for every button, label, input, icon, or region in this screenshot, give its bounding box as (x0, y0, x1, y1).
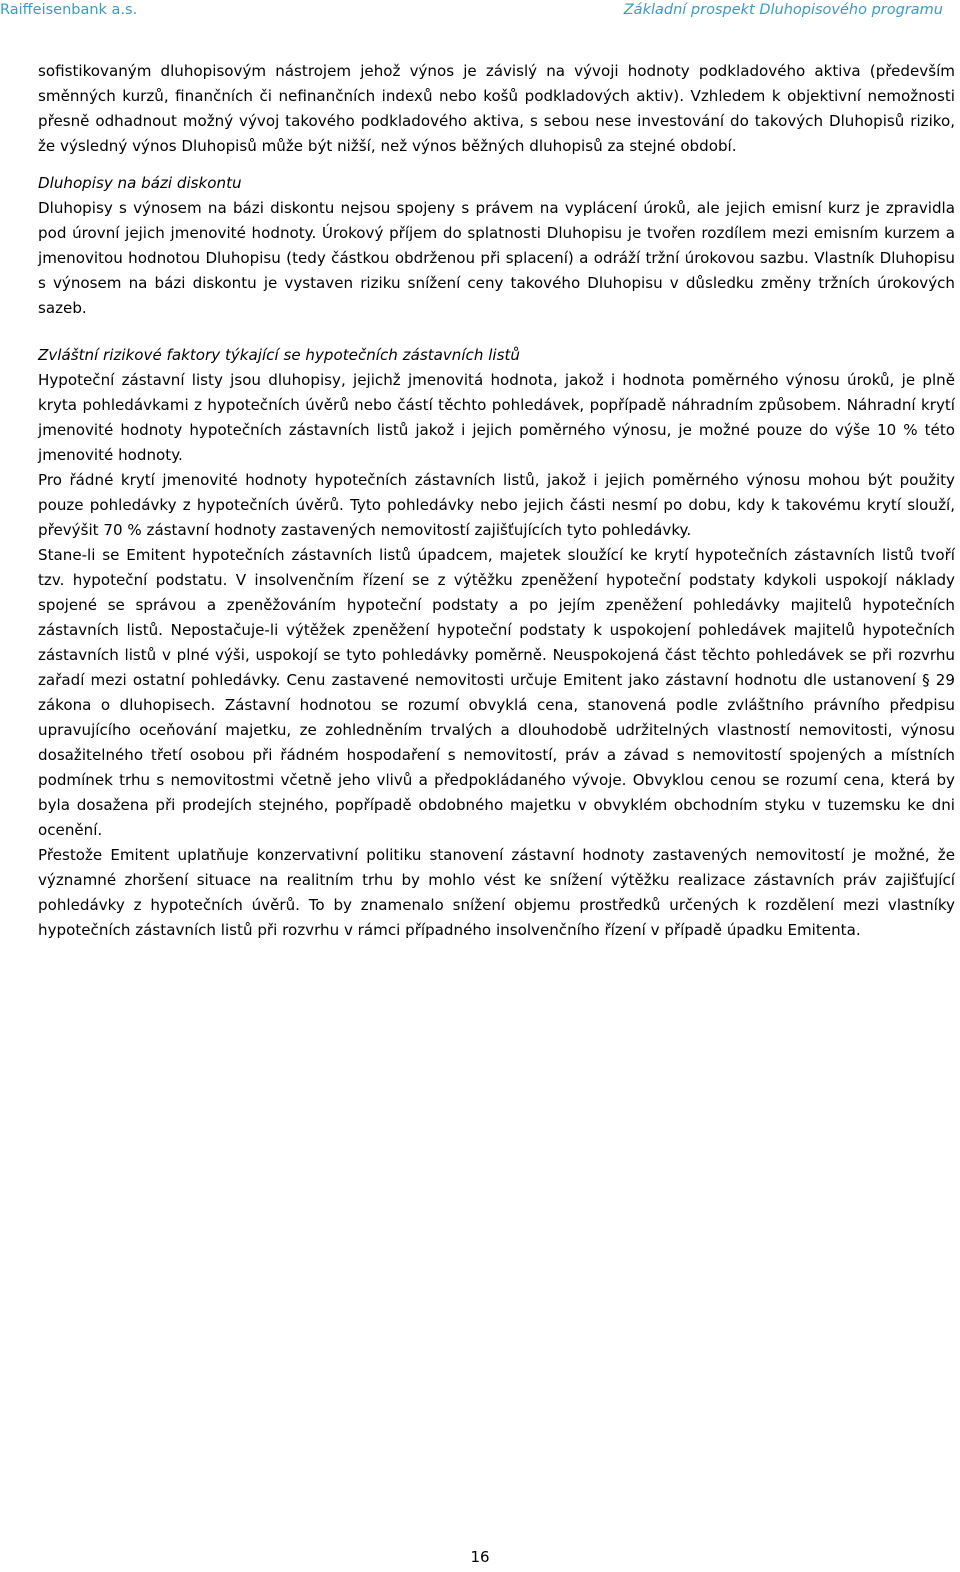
paragraph-structured-bonds-risk: sofistikovaným dluhopisovým nástrojem jehož výnos je závislý na vývoji hodnoty podkladového aktiva (především směnných kurzů, finančních či nefinančních indexů nebo košů podkladových aktiv). Vzhledem k objektivní nemožnosti přesně odhadnout možný vývoj takového podkladového aktiva, s sebou nese investování do takových Dluhopisů riziko, že výsledný výnos Dluhopisů může být nižší, než výnos běžných dluhopisů za stejné období. (38, 62, 955, 155)
paragraph-discount-bonds: Dluhopisy s výnosem na bázi diskontu nejsou spojeny s právem na vyplácení úroků, ale jejich emisní kurz je zpravidla pod úrovní jejich jmenovité hodnoty. Úrokový příjem do splatnosti Dluhopisu je tvořen rozdílem mezi emisním kurzem a jmenovitou hodnotou Dluhopisu (tedy částkou obdrženou při splacení) a odráží tržní úrokovou sazbu. Vlastník Dluhopisu s výnosem na bázi diskontu je vystaven riziku snížení ceny takového Dluhopisu v důsledku změny tržních úrokových sazeb. (38, 199, 955, 317)
paragraph-mortgage-bonds-coverage: Pro řádné krytí jmenovité hodnoty hypotečních zástavních listů, jakož i jejich poměrného výnosu mohou být použity pouze pohledávky z hypotečních úvěrů. Tyto pohledávky nebo jejich části nesmí po dobu, kdy k takovému krytí slouží, převýšit 70 % zástavní hodnoty zastavených nemovitostí zajišťujících tyto pohledávky. (38, 471, 955, 539)
heading-discount-bonds: Dluhopisy na bázi diskontu (38, 174, 242, 192)
issuer-name: Raiffeisenbank a.s. (0, 2, 138, 18)
page-number: 16 (470, 1548, 490, 1566)
document-body (38, 59, 955, 943)
paragraph-insolvency: Stane-li se Emitent hypotečních zástavních listů úpadcem, majetek sloužící ke krytí hypotečních zástavních listů tvoří tzv. hypoteční podstatu. V insolvenčním řízení se z výtěžku zpeněžení hypoteční podstaty kdykoli uspokojí náklady spojené se správou a zpeněžováním hypoteční podstaty a po jejím zpeněžení pohledávky majitelů hypotečních zástavních listů. Nepostačuje-li výtěžek zpeněžení hypoteční podstaty k uspokojení pohledávek majitelů hypotečních zástavních listů v plné výši, uspokojí se tyto pohledávky poměrně. Neuspokojená část těchto pohledávek se při rozvrhu zařadí mezi ostatní pohledávky. Cenu zastavené nemovitosti určuje Emitent jako zástavní hodnotu dle ustanovení § 29 zákona o dluhopisech. Zástavní hodnotou se rozumí obvyklá cena, stanovená podle zvláštního právního předpisu upravujícího oceňování majetku, ze zohledněním trvalých a dlouhodobě udržitelných vlastností nemovitosti, výnosu dosažitelného třetí osobou při řádném hospodaření s nemovitostí, práv a závad s nemovitostí spojených a místních podmínek trhu s nemovitostmi včetně jeho vlivů a předpokládaného vývoje. Obvyklou cenou se rozumí cena, která by byla dosažena při prodejích stejného, popřípadě obdobného majetku v obvyklém obchodním styku v tuzemsku ke dni ocenění. (38, 546, 955, 839)
page-header (0, 2, 960, 22)
heading-mortgage-bonds-risks: Zvláštní rizikové faktory týkající se hypotečních zástavních listů (38, 346, 520, 364)
paragraph-mortgage-bonds-definition: Hypoteční zástavní listy jsou dluhopisy, jejichž jmenovitá hodnota, jakož i hodnota poměrného výnosu úroků, je plně kryta pohledávkami z hypotečních úvěrů nebo částí těchto pohledávek, popřípadě náhradním způsobem. Náhradní krytí jmenovité hodnoty hypotečních zástavních listů jakož i jejich poměrného výnosu, je možné pouze do výše 10 % této jmenovité hodnoty. (38, 371, 955, 464)
document-title: Základní prospekt Dluhopisového programu (623, 2, 943, 18)
paragraph-valuation-policy: Přestože Emitent uplatňuje konzervativní politiku stanovení zástavní hodnoty zastavených nemovitostí je možné, že významné zhoršení situace na realitním trhu by mohlo vést ke snížení výtěžku realizace zástavních práv zajišťující pohledávky z hypotečních úvěrů. To by znamenalo snížení objemu prostředků určených k rozdělení mezi vlastníky hypotečních zástavních listů při rozvrhu v rámci případného insolvenčního řízení v případě úpadku Emitenta. (38, 846, 955, 939)
